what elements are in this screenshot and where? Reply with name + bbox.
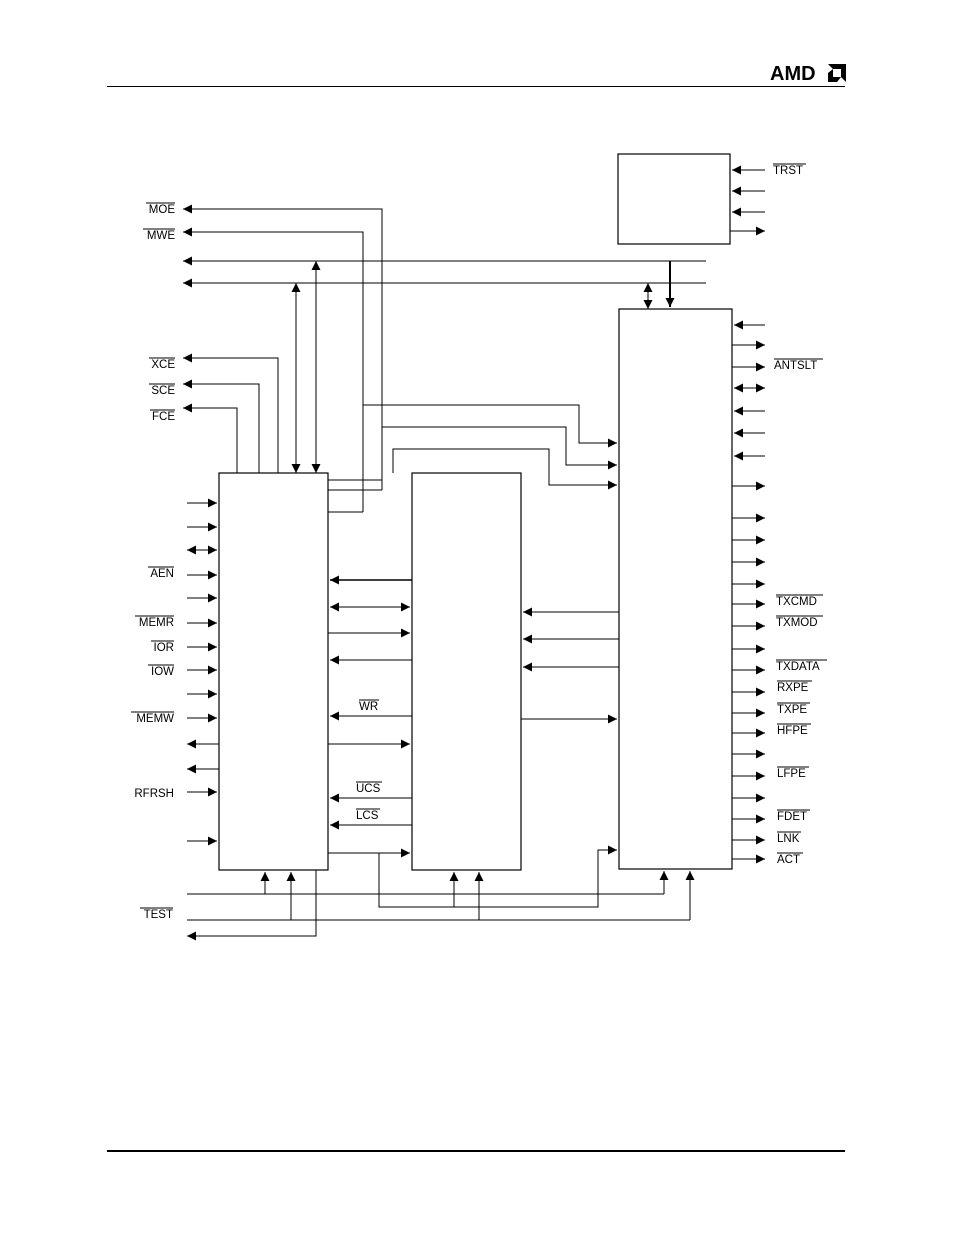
jtag-block xyxy=(618,154,730,244)
xce-line xyxy=(183,358,278,473)
label-txpe: TXPE xyxy=(777,704,808,716)
transceiver-block xyxy=(619,309,732,869)
label-ior: IOR xyxy=(153,642,174,654)
label-trst: TRST xyxy=(773,165,804,177)
label-rfrsh: RFRSH xyxy=(134,788,174,800)
label-aen: AEN xyxy=(150,568,174,580)
label-fce: FCE xyxy=(152,411,175,423)
label-hfpe: HFPE xyxy=(777,725,808,737)
fce-line xyxy=(183,408,237,473)
bus-interface-block xyxy=(219,473,328,870)
memory-block xyxy=(412,473,521,870)
label-sce: SCE xyxy=(151,385,175,397)
label-moe: MOE xyxy=(148,204,175,216)
label-xce: XCE xyxy=(151,359,175,371)
footer-rule xyxy=(107,1150,845,1152)
label-lnk: LNK xyxy=(777,833,800,845)
label-antslt: ANTSLT xyxy=(774,360,818,372)
label-ucs: UCS xyxy=(356,783,381,795)
label-txmod: TXMOD xyxy=(776,617,818,629)
label-memw: MEMW xyxy=(136,713,174,725)
label-lfpe: LFPE xyxy=(777,768,806,780)
label-lcs: LCS xyxy=(356,810,379,822)
mwe-line xyxy=(183,232,363,512)
label-rxpe: RXPE xyxy=(777,682,809,694)
label-act: ACT xyxy=(777,854,800,866)
logo-text: AMD xyxy=(770,63,816,84)
label-wr: WR xyxy=(359,701,379,713)
label-iow: IOW xyxy=(151,666,174,678)
label-txdata: TXDATA xyxy=(776,661,820,673)
label-test: TEST xyxy=(143,909,173,921)
sce-line xyxy=(183,384,259,473)
moe-line xyxy=(183,209,382,490)
label-fdet: FDET xyxy=(777,811,808,823)
label-memr: MEMR xyxy=(138,617,174,629)
label-txcmd: TXCMD xyxy=(776,596,817,608)
label-mwe: MWE xyxy=(146,230,175,242)
